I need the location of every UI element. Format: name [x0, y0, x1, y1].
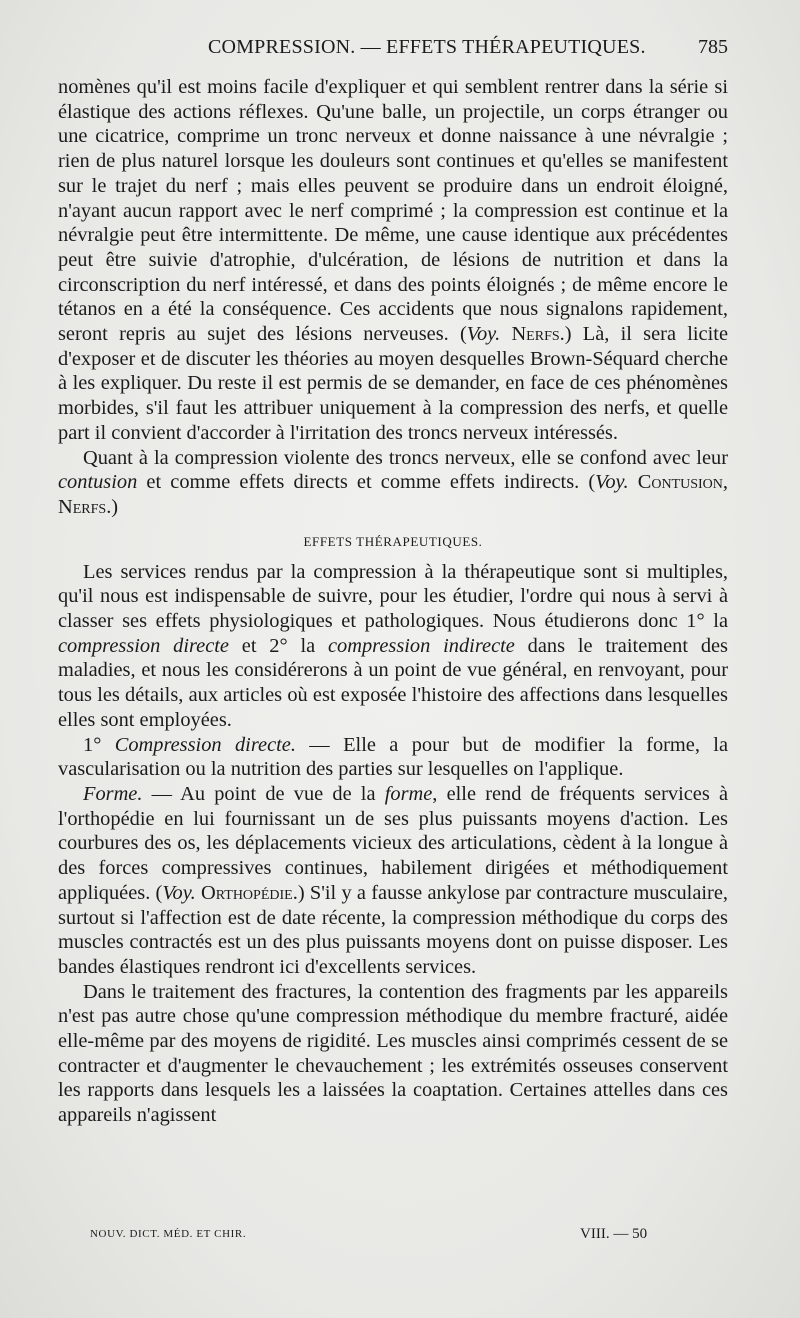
section-heading: EFFETS THÉRAPEUTIQUES.	[303, 533, 483, 549]
running-title: COMPRESSION. — EFFETS THÉRAPEUTIQUES.	[208, 36, 646, 58]
footer-signature: NOUV. DICT. MÉD. ET CHIR.	[90, 1228, 247, 1240]
paragraph: Quant à la compression violente des troncs nerveux, elle se confond avec leur contusion et comme effets directs et comme effets indirects. (Voy. Contusion, Nerfs.)	[58, 446, 728, 518]
paragraph: Dans le traitement des fractures, la contention des fragments par les appareils n'est pas autre chose qu'une compression méthodique du membre fracturé, aidée elle-même par des moyens de rigidité. Les muscles ainsi comprimés cessent de se contracter et d'augmenter le chevauchement ; les extrémités osseuses conservent les rapports dans lesquels les a laissées la coaptation. Certaines attelles dans ces appareils n'agissent	[58, 980, 728, 1127]
page-number: 785	[698, 36, 728, 58]
paragraph: Les services rendus par la compression à la thérapeutique sont si multiples, qu'il nous est indispensable de suivre, pour les étudier, l'ordre qui nous à servi à classer ses effets physiologiques et pathologiques. Nous étudierons donc 1° la compression directe et 2° la compression indirecte dans le traitement des maladies, et nous les considérerons à un point de vue général, en renvoyant, pour tous les détails, aux articles où est exposée l'histoire des affections dans lesquelles elles sont employées.	[58, 560, 728, 731]
paragraph: Forme. — Au point de vue de la forme, elle rend de fréquents services à l'orthopédie en lui fournissant un de ses plus puissants moyens d'action. Les courbures des os, les déplacements vicieux des articulations, cèdent à la longue à des forces compressives continues, habilement dirigées et méthodiquement appliquées. (Voy. Orthopédie.) S'il y a fausse ankylose par contracture musculaire, surtout si l'affection est de date récente, la compression méthodique du corps des muscles contractés est un des plus puissants moyens dont on puisse disposer. Les bandes élastiques rendront ici d'excellents services.	[58, 782, 729, 978]
paragraph: 1° Compression directe. — Elle a pour but de modifier la forme, la vascularisation ou la nutrition des parties sur lesquelles on l'applique.	[58, 733, 729, 781]
body-text	[58, 75, 728, 1128]
footer-volume: VIII. — 50	[580, 1226, 648, 1242]
footer	[90, 1226, 670, 1246]
running-head	[58, 36, 728, 62]
paragraph: nomènes qu'il est moins facile d'expliquer et qui semblent rentrer dans la série si élastique des actions réflexes. Qu'une balle, un projectile, un corps étranger ou une cicatrice, comprime un tronc nerveux et donne naissance à une névralgie ; rien de plus naturel lorsque les douleurs sont continues et qu'elles se manifestent sur le trajet du nerf ; mais elles peuvent se produire dans un endroit éloigné, n'ayant aucun rapport avec le nerf comprimé ; la compression est continue et la névralgie peut être intermittente. De même, une cause identique aux précédentes peut être suivie d'atrophie, d'ulcération, de lésions de nutrition et dans la circonscription du nerf intéressé, et dans des points éloignés ; de même encore le tétanos en a été la conséquence. Ces accidents que nous signalons rapidement, seront repris au sujet des lésions nerveuses. (Voy. Nerfs.) Là, il sera licite d'exposer et de discuter les théories au moyen desquelles Brown-Séquard cherche à les expliquer. Du reste il est permis de se demander, en face de ces phénomènes morbides, s'il faut les attribuer uniquement à la compression des nerfs, et quelle part il convient d'accorder à l'irritation des troncs nerveux intéressés.	[58, 76, 728, 444]
